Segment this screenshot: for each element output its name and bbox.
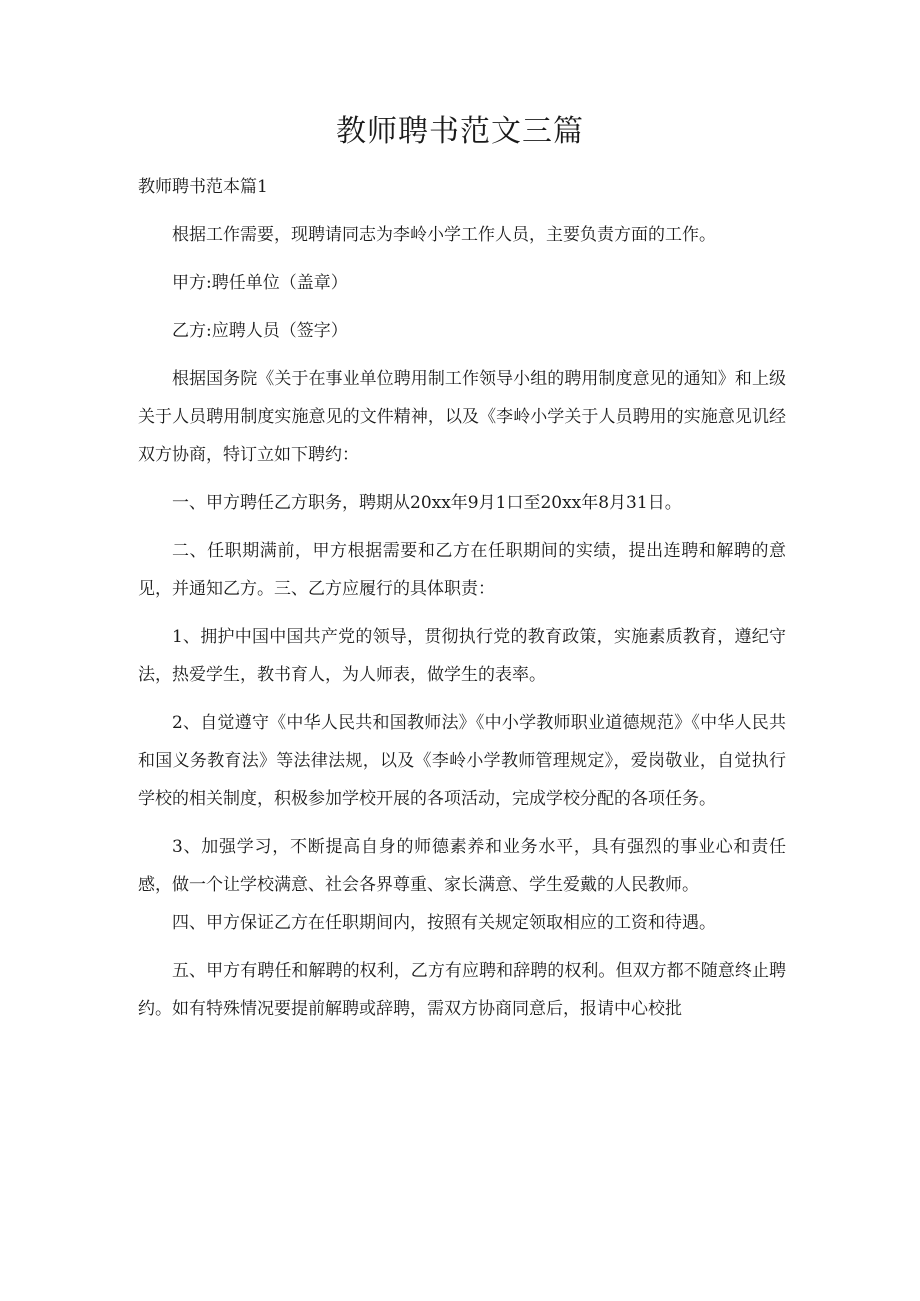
section-heading: 教师聘书范本篇1 <box>138 177 268 197</box>
paragraph-duty-2: 2、自觉遵守《中华人民共和国教师法》《中小学教师职业道德规范》《中华人民共和国义务教育法》等法律法规，以及《李岭小学教师管理规定》，爱岗敬业，自觉执行学校的相关制度，积极参加学校开展的各项活动，完成学校分配的各项任务。 <box>138 713 786 809</box>
paragraph-clause-1: 一、甲方聘任乙方职务，聘期从20xx年9月1口至20xx年8月31日。 <box>172 493 682 513</box>
paragraph-clause-2: 二、任职期满前，甲方根据需要和乙方在任职期间的实绩，提出连聘和解聘的意见，并通知乙方。三、乙方应履行的具体职责： <box>138 541 786 599</box>
paragraph-appointment: 根据工作需要，现聘请同志为李岭小学工作人员，主要负责方面的工作。 <box>172 225 716 245</box>
paragraph-duty-3: 3、加强学习，不断提高自身的师德素养和业务水平，具有强烈的事业心和责任感，做一个让学校满意、社会各界尊重、家长满意、学生爱戴的人民教师。 <box>138 837 786 895</box>
paragraph-clause-5: 五、甲方有聘任和解聘的权利，乙方有应聘和辞聘的权利。但双方都不随意终止聘约。如有特殊情况要提前解聘或辞聘，需双方协商同意后，报请中心校批 <box>138 961 786 1019</box>
paragraph-party-b: 乙方:应聘人员（签字） <box>172 321 348 341</box>
paragraph-clause-4: 四、甲方保证乙方在任职期间内，按照有关规定领取相应的工资和待遇。 <box>172 913 716 933</box>
document-body <box>138 216 786 1038</box>
paragraph-party-a: 甲方:聘任单位（盖章） <box>172 273 348 293</box>
paragraph-basis: 根据国务院《关于在事业单位聘用制工作领导小组的聘用制度意见的通知》和上级关于人员聘用制度实施意见的文件精神，以及《李岭小学关于人员聘用的实施意见讥经双方协商，特订立如下聘约： <box>138 369 786 465</box>
document-title: 教师聘书范文三篇 <box>336 114 584 149</box>
paragraph-duty-1: 1、拥护中国中国共产党的领导，贯彻执行党的教育政策，实施素质教育，遵纪守法，热爱学生，教书育人，为人师表，做学生的表率。 <box>138 627 786 685</box>
